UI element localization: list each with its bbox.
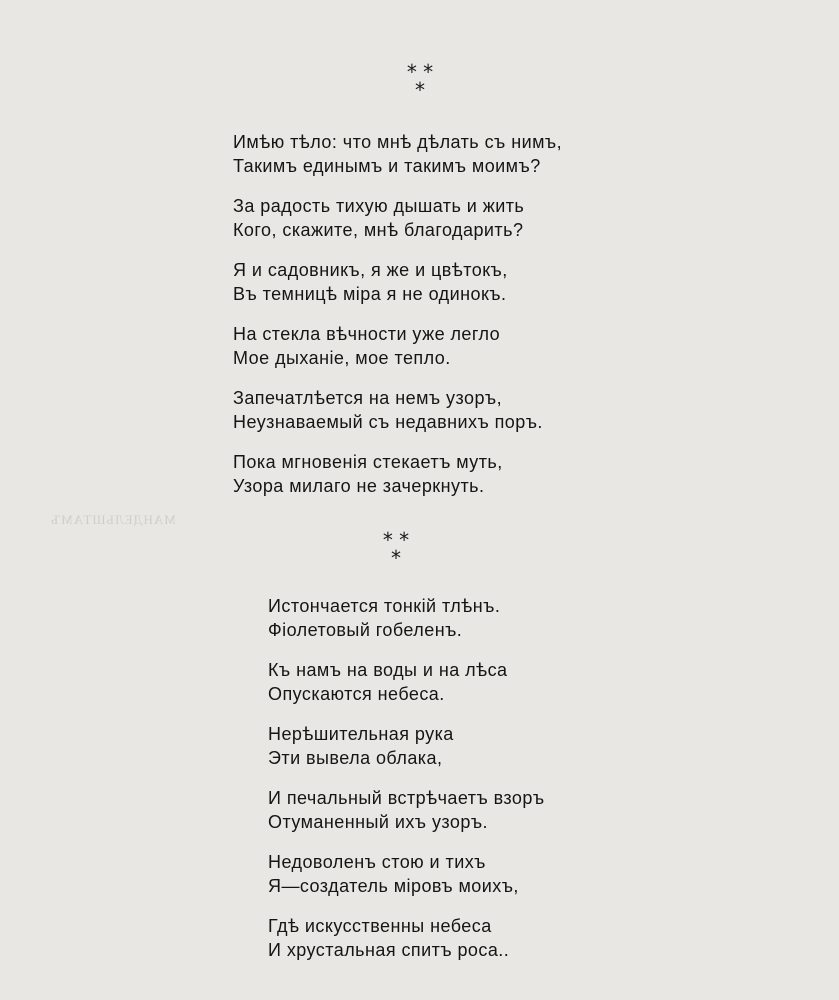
poem2-line: Нерѣшительная рука (268, 724, 454, 744)
poem1-line: Я и садовникъ, я же и цвѣтокъ, (233, 260, 508, 280)
poem1-line: За радость тихую дышать и жить (233, 196, 525, 216)
poem1-line: Пока мгновенія стекаетъ муть, (233, 452, 503, 472)
poem2-stanza-1 (268, 594, 545, 642)
poem1-stanza-1 (233, 130, 562, 178)
ornament-bottom-star: * (391, 546, 401, 570)
poem1-line: Въ темницѣ міра я не одинокъ. (233, 284, 507, 304)
poem2-line: Фіолетовый гобеленъ. (268, 620, 463, 640)
ornament-bottom-star: * (415, 78, 425, 102)
poem2-line: Эти вывела облака, (268, 748, 443, 768)
poem2-line: Къ намъ на воды и на лѣса (268, 660, 508, 680)
poem2-line: И хрустальная спитъ роса.. (268, 940, 510, 960)
poem2-line: Гдѣ искусственны небеса (268, 916, 492, 936)
poem1-line: На стекла вѣчности уже легло (233, 324, 501, 344)
ornament-top-stars: * * (382, 528, 410, 552)
poem2-line: Недоволенъ стою и тихъ (268, 852, 486, 872)
poem1 (233, 130, 562, 498)
poem2-stanza-3 (268, 722, 545, 770)
poem1-stanza-4 (233, 322, 562, 370)
poem2-stanza-4 (268, 786, 545, 834)
poem1-stanza-2 (233, 194, 562, 242)
poem1-line: Кого, скажите, мнѣ благодарить? (233, 220, 524, 240)
poem1-stanza-5 (233, 386, 562, 434)
poem1-ornament (390, 60, 450, 102)
poem2-line: Истончается тонкій тлѣнъ. (268, 596, 501, 616)
poem1-stanza-3 (233, 258, 562, 306)
poem2-line: Я—создатель міровъ моихъ, (268, 876, 519, 896)
poem2-line: Отуманенный ихъ узоръ. (268, 812, 488, 832)
ornament-top-stars: * * (406, 60, 434, 84)
poem1-line: Узора милаго не зачеркнуть. (233, 476, 485, 496)
poem1-line: Мое дыханіе, мое тепло. (233, 348, 451, 368)
poem2-line: Опускаются небеса. (268, 684, 445, 704)
poem2-ornament (366, 528, 426, 570)
poem1-stanza-6 (233, 450, 562, 498)
poem1-line: Такимъ единымъ и такимъ моимъ? (233, 156, 541, 176)
poem1-line: Неузнаваемый съ недавнихъ поръ. (233, 412, 543, 432)
bleed-through-text: МАНДЕЛЬШТАМЪ (50, 512, 176, 527)
poem2-stanza-2 (268, 658, 545, 706)
poem2-stanza-5 (268, 850, 545, 898)
poem1-line: Имѣю тѣло: что мнѣ дѣлать съ нимъ, (233, 132, 563, 152)
poem2 (268, 594, 545, 962)
poem2-stanza-6 (268, 914, 545, 962)
poem1-line: Запечатлѣется на немъ узоръ, (233, 388, 503, 408)
poem2-line: И печальный встрѣчаетъ взоръ (268, 788, 545, 808)
